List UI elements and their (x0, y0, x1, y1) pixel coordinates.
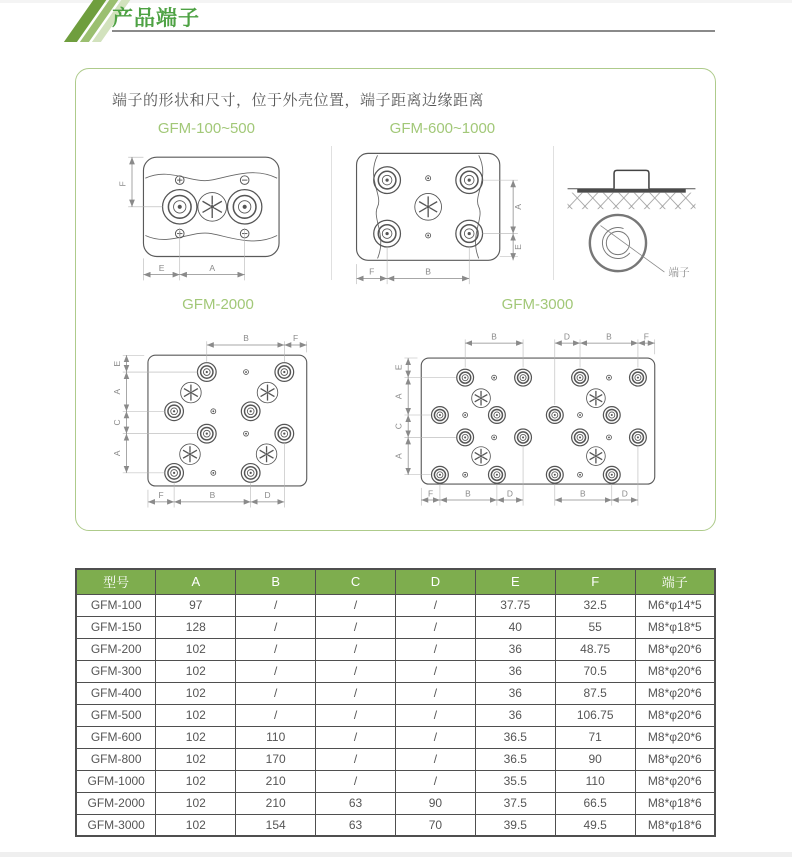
dim-label: F (369, 266, 375, 277)
table-cell: GFM-500 (76, 704, 156, 726)
page-title: 产品端子 (112, 7, 200, 30)
table-cell: 36 (475, 682, 555, 704)
table-cell: 49.5 (555, 814, 635, 836)
table-cell: 128 (156, 616, 236, 638)
dim-label: A (111, 388, 122, 395)
gfm-100-500-drawing (100, 140, 312, 288)
table-cell: / (396, 770, 476, 792)
dim-label: E (513, 244, 524, 250)
table-cell: / (236, 682, 316, 704)
table-cell: 110 (236, 726, 316, 748)
diagram-terminal-detail (554, 118, 709, 290)
table-cell: / (236, 638, 316, 660)
terminal-symbols (431, 369, 646, 483)
table-row (76, 792, 715, 814)
column-header: 端子 (635, 569, 715, 594)
table-row (76, 726, 715, 748)
table-cell: / (396, 748, 476, 770)
table-row (76, 770, 715, 792)
table-cell: 102 (156, 704, 236, 726)
table-cell: M8*φ20*6 (635, 770, 715, 792)
table-cell: / (316, 704, 396, 726)
diagram-title: GFM-2000 (182, 296, 254, 313)
dim-label: F (117, 181, 128, 187)
table-cell: / (396, 682, 476, 704)
diagram-title: GFM-600~1000 (389, 120, 496, 137)
dim-label: A (111, 450, 122, 457)
dim-label: B (209, 490, 216, 501)
dim-label: E (159, 262, 165, 273)
table-cell: GFM-300 (76, 660, 156, 682)
column-header: 型号 (76, 569, 156, 594)
dim-label: A (209, 262, 216, 273)
table-cell: / (316, 726, 396, 748)
table-cell: / (316, 770, 396, 792)
table-cell: GFM-150 (76, 616, 156, 638)
gfm-600-1000-drawing (337, 140, 547, 288)
diagram-title: GFM-3000 (501, 296, 574, 313)
terminal-dimension-table (75, 568, 716, 837)
table-cell: 102 (156, 726, 236, 748)
terminal-callout-label: 端子 (668, 266, 690, 279)
table-cell: 37.75 (475, 594, 555, 616)
table-cell: / (396, 616, 476, 638)
terminal-symbols (165, 363, 294, 483)
table-cell: / (396, 638, 476, 660)
table-cell: 102 (156, 660, 236, 682)
table-cell: 36 (475, 704, 555, 726)
table-cell: GFM-600 (76, 726, 156, 748)
table-cell: / (396, 660, 476, 682)
table-cell: 40 (475, 616, 555, 638)
table-cell: 35.5 (475, 770, 555, 792)
table-cell: 102 (156, 770, 236, 792)
table-cell: / (316, 616, 396, 638)
dim-label: F (427, 488, 433, 499)
table-cell: GFM-1000 (76, 770, 156, 792)
dim-label: B (425, 266, 432, 277)
column-header: A (156, 569, 236, 594)
table-cell: 70.5 (555, 660, 635, 682)
table-row (76, 814, 715, 836)
table-cell: M8*φ20*6 (635, 638, 715, 660)
table-cell: 102 (156, 682, 236, 704)
table-cell: / (236, 616, 316, 638)
table-cell: M8*φ18*6 (635, 814, 715, 836)
title-underline (112, 30, 715, 32)
table-cell: 55 (555, 616, 635, 638)
table-cell: 90 (555, 748, 635, 770)
diagram-gfm-2000 (76, 294, 360, 514)
dim-label: D (264, 490, 271, 501)
table-cell: GFM-100 (76, 594, 156, 616)
dim-label: B (243, 333, 249, 344)
table-cell: GFM-200 (76, 638, 156, 660)
dim-label: E (111, 360, 122, 367)
table-cell: 90 (396, 792, 476, 814)
table-cell: / (316, 594, 396, 616)
table-cell: 36.5 (475, 748, 555, 770)
table-cell: / (396, 594, 476, 616)
table-row (76, 682, 715, 704)
gfm-2000-drawing (92, 316, 344, 514)
table-cell: / (236, 704, 316, 726)
table-cell: 70 (396, 814, 476, 836)
table-cell: 37.5 (475, 792, 555, 814)
green-stripes-decoration (62, 0, 116, 38)
column-header: C (316, 569, 396, 594)
table-cell: M8*φ20*6 (635, 660, 715, 682)
dim-label: F (292, 333, 299, 344)
table-cell: 63 (316, 814, 396, 836)
table-row (76, 748, 715, 770)
table-cell: / (236, 594, 316, 616)
dim-label: A (513, 203, 524, 210)
bottom-edge-strip (0, 852, 792, 857)
table-cell: 102 (156, 814, 236, 836)
column-header: F (555, 569, 635, 594)
table-row (76, 660, 715, 682)
table-cell: 110 (555, 770, 635, 792)
dim-label: C (393, 423, 404, 430)
table-cell: / (316, 748, 396, 770)
table-cell: 106.75 (555, 704, 635, 726)
table-cell: 36 (475, 638, 555, 660)
table-row (76, 616, 715, 638)
column-header: E (475, 569, 555, 594)
dim-label: C (111, 419, 122, 426)
dim-label: E (393, 364, 404, 371)
table-cell: 71 (555, 726, 635, 748)
table-row (76, 594, 715, 616)
table-cell: 36.5 (475, 726, 555, 748)
table-cell: 170 (236, 748, 316, 770)
table-cell: 63 (316, 792, 396, 814)
gfm-3000-drawing (388, 316, 688, 514)
table-cell: 102 (156, 792, 236, 814)
table-cell: M8*φ20*6 (635, 682, 715, 704)
diagram-gfm-100-500 (82, 118, 331, 290)
table-row (76, 704, 715, 726)
diagram-title: GFM-100~500 (157, 120, 255, 137)
table-cell: / (316, 660, 396, 682)
table-cell: GFM-2000 (76, 792, 156, 814)
table-cell: 36 (475, 660, 555, 682)
table-cell: 97 (156, 594, 236, 616)
table-cell: M8*φ20*6 (635, 704, 715, 726)
table-cell: 154 (236, 814, 316, 836)
table-cell: / (396, 704, 476, 726)
dim-label: A (393, 393, 404, 400)
dim-label: B (490, 331, 497, 342)
terminal-symbols (374, 167, 483, 247)
table-cell: GFM-400 (76, 682, 156, 704)
dim-label: A (393, 453, 404, 459)
table-cell: 48.75 (555, 638, 635, 660)
terminal-symbols (163, 176, 262, 238)
table-cell: 102 (156, 638, 236, 660)
table-cell: / (236, 660, 316, 682)
table-cell: 210 (236, 792, 316, 814)
table-cell: M8*φ18*5 (635, 616, 715, 638)
dim-label: D (563, 331, 570, 342)
dim-label: B (605, 331, 612, 342)
table-header-row (76, 569, 715, 594)
table-cell: 102 (156, 748, 236, 770)
table-cell: / (316, 638, 396, 660)
panel-description: 端子的形状和尺寸，位于外壳位置，端子距离边缘距离 (112, 92, 485, 109)
diagram-row-top (76, 118, 715, 290)
table-cell: 210 (236, 770, 316, 792)
table-cell: M8*φ18*6 (635, 792, 715, 814)
table-cell: GFM-800 (76, 748, 156, 770)
dim-label: F (643, 331, 649, 342)
table-row (76, 638, 715, 660)
dim-label: D (506, 488, 513, 499)
diagram-row-bottom (76, 294, 715, 514)
table-cell: / (316, 682, 396, 704)
table-cell: M8*φ20*6 (635, 726, 715, 748)
terminal-spec-panel (75, 68, 716, 531)
table-cell: M6*φ14*5 (635, 594, 715, 616)
column-header: D (396, 569, 476, 594)
dim-label: F (158, 490, 164, 501)
dim-label: B (579, 488, 586, 499)
table-cell: 87.5 (555, 682, 635, 704)
table-cell: GFM-3000 (76, 814, 156, 836)
dim-label: D (621, 488, 628, 499)
table-cell: 66.5 (555, 792, 635, 814)
table-cell: 32.5 (555, 594, 635, 616)
table-cell: / (396, 726, 476, 748)
table-cell: M8*φ20*6 (635, 748, 715, 770)
diagram-gfm-3000 (360, 294, 715, 514)
dim-label: B (464, 488, 471, 499)
column-header: B (236, 569, 316, 594)
table-cell: 39.5 (475, 814, 555, 836)
terminal-side-view-drawing (554, 140, 709, 286)
diagram-gfm-600-1000 (332, 118, 553, 290)
